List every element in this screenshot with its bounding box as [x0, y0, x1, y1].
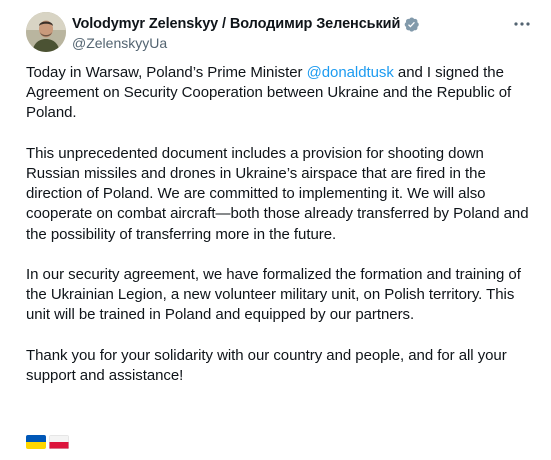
author-display-name[interactable]: Volodymyr Zelenskyy / Володимир Зеленський	[72, 16, 401, 32]
tweet-text	[26, 63, 531, 406]
display-name-row	[72, 14, 492, 34]
author-names	[72, 14, 492, 52]
author-avatar[interactable]	[26, 12, 66, 52]
tweet-paragraph-1	[26, 63, 531, 124]
more-horizontal-icon[interactable]	[512, 14, 532, 34]
tweet-text-segment: Today in Warsaw, Poland’s Prime Minister	[26, 64, 307, 81]
tweet-paragraph-2: This unprecedented document includes a provision for shooting down Russian missiles and drones in Ukraine’s airspace that are fired in the direction of Poland. We are committed to implementing it. We will also cooperate on combat aircraft—both those already transferred by Poland and the possibility of transferring more in the future.	[26, 144, 529, 243]
verified-badge-icon[interactable]	[403, 16, 420, 33]
tweet-paragraph-4: Thank you for your solidarity with our country and people, and for all your support and assistance!	[26, 346, 507, 384]
mention-link[interactable]: @donaldtusk	[306, 64, 394, 81]
author-handle[interactable]: @ZelenskyyUa	[72, 35, 168, 51]
tweet-text-segment: and I signed the Agreement on Security Cooperation between Ukraine and the Republic of Poland.	[26, 64, 512, 122]
ukraine-flag-emoji	[26, 435, 46, 449]
tweet-header	[26, 12, 542, 56]
poland-flag-emoji	[49, 435, 69, 449]
tweet-paragraph-3: In our security agreement, we have formalized the formation and training of the Ukrainian Legion, a new volunteer military unit, on Polish territory. This unit will be trained in Poland and equipped by our partners.	[26, 266, 521, 324]
flag-emojis	[26, 432, 69, 452]
